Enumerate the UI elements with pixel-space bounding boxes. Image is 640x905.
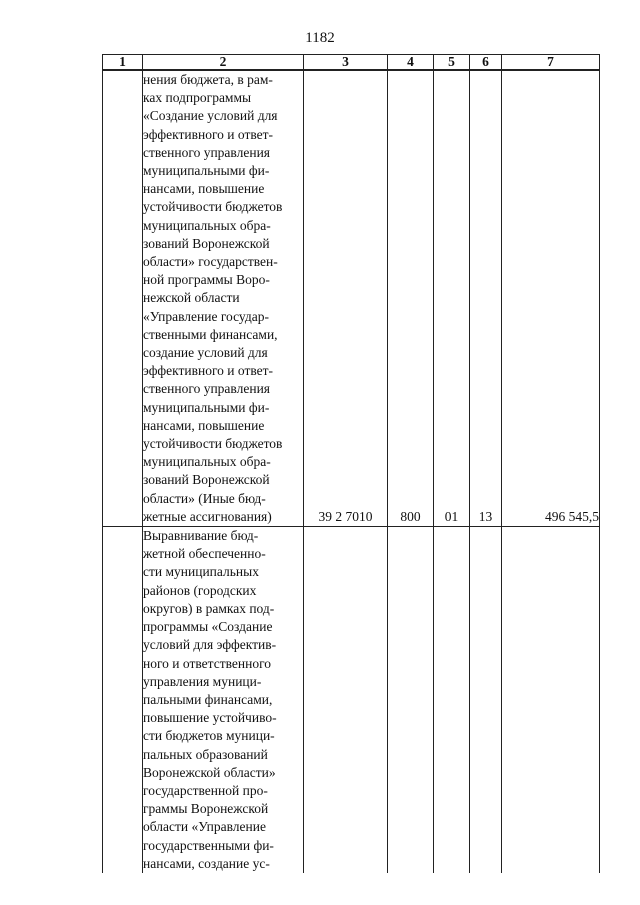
description-line: повышение устойчиво- xyxy=(143,710,277,726)
description-line: муниципальными фи- xyxy=(143,399,270,415)
header-col-2: 2 xyxy=(143,55,304,71)
description-line: ственного управления xyxy=(143,381,271,397)
header-col-4: 4 xyxy=(388,55,434,71)
row-1-expense-type: 800 xyxy=(388,70,434,527)
row-2-col-1 xyxy=(103,527,143,873)
header-col-7: 7 xyxy=(502,55,600,71)
description-line: сти бюджетов муници- xyxy=(143,728,275,744)
description-line: нежской области xyxy=(143,290,240,306)
description-line: зований Воронежской xyxy=(143,472,270,488)
description-line: ственными финансами, xyxy=(143,326,278,342)
description-line: жетной обеспеченно- xyxy=(143,546,266,562)
description-line: ственного управления xyxy=(143,144,271,160)
description-line: области» государствен- xyxy=(143,254,278,270)
row-1-subsection: 13 xyxy=(470,70,502,527)
description-line: граммы Воронежской xyxy=(143,801,269,817)
table-row xyxy=(103,70,600,527)
header-col-3: 3 xyxy=(304,55,388,71)
description-line: управления муници- xyxy=(143,673,262,689)
header-row xyxy=(103,55,600,71)
budget-table xyxy=(102,54,600,873)
description-line: эффективного и ответ- xyxy=(143,126,274,142)
description-line: муниципальных обра- xyxy=(143,217,271,233)
description-line: эффективного и ответ- xyxy=(143,363,274,379)
description-line: ной программы Воро- xyxy=(143,272,270,288)
description-line: создание условий для xyxy=(143,345,268,361)
description-line: сти муниципальных xyxy=(143,564,259,580)
row-2-target-code xyxy=(304,527,388,873)
description-line: Выравнивание бюд- xyxy=(143,528,259,544)
header-col-1: 1 xyxy=(103,55,143,71)
description-line: нения бюджета, в рам- xyxy=(143,72,273,87)
row-2-expense-type xyxy=(388,527,434,873)
description-line: зований Воронежской xyxy=(143,235,270,251)
description-line: устойчивости бюджетов xyxy=(143,199,283,215)
row-1-target-code: 39 2 7010 xyxy=(304,70,388,527)
description-line: пальными финансами, xyxy=(143,691,273,707)
description-line: области «Управление xyxy=(143,819,266,835)
description-line: ного и ответственного xyxy=(143,655,272,671)
description-line: государственной про- xyxy=(143,782,268,798)
description-line: нансами, повышение xyxy=(143,417,265,433)
description-line: ках подпрограммы xyxy=(143,90,252,106)
description-line: Воронежской области» xyxy=(143,764,276,780)
description-line: районов (городских xyxy=(143,582,257,598)
table-row xyxy=(103,527,600,873)
description-line: «Управление государ- xyxy=(143,308,269,324)
description-line: программы «Создание xyxy=(143,619,273,635)
page-number: 1182 xyxy=(305,30,335,46)
row-2-section xyxy=(434,527,470,873)
row-1-amount: 496 545,5 xyxy=(502,70,600,527)
description-line: нансами, повышение xyxy=(143,181,265,197)
row-1-description xyxy=(143,70,304,527)
description-line: жетные ассигнования) xyxy=(143,508,272,524)
description-line: области» (Иные бюд- xyxy=(143,490,266,506)
description-line: условий для эффектив- xyxy=(143,637,277,653)
description-line: нансами, создание ус- xyxy=(143,855,270,871)
description-line: государственными фи- xyxy=(143,837,274,853)
description-line: пальных образований xyxy=(143,746,268,762)
row-2-subsection xyxy=(470,527,502,873)
row-1-col-1 xyxy=(103,70,143,527)
description-line: устойчивости бюджетов xyxy=(143,436,283,452)
description-line: муниципальными фи- xyxy=(143,163,270,179)
description-line: округов) в рамках под- xyxy=(143,600,275,616)
header-col-6: 6 xyxy=(470,55,502,71)
description-line: «Создание условий для xyxy=(143,108,278,124)
row-1-section: 01 xyxy=(434,70,470,527)
row-2-description xyxy=(143,527,304,873)
description-line: муниципальных обра- xyxy=(143,454,271,470)
row-2-amount xyxy=(502,527,600,873)
header-col-5: 5 xyxy=(434,55,470,71)
